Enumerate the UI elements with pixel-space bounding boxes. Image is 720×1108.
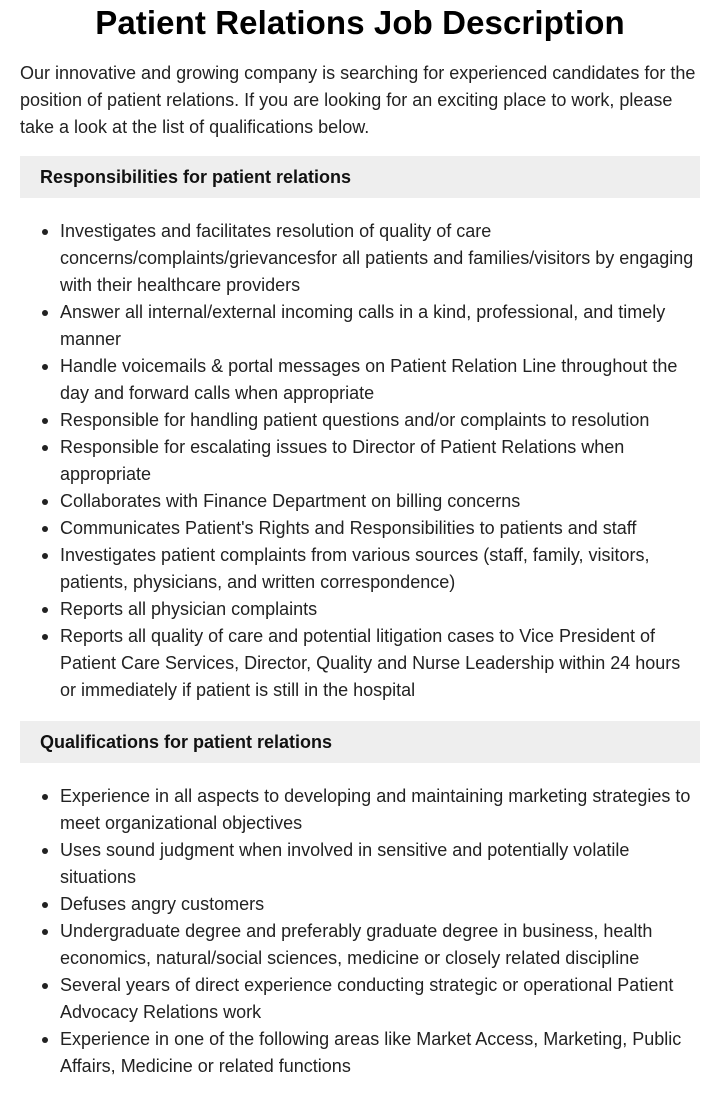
bullet-icon (42, 634, 48, 640)
list-item (60, 434, 700, 488)
responsibilities-list (20, 218, 700, 704)
list-item (60, 623, 700, 704)
bullet-icon (42, 526, 48, 532)
bullet-icon (42, 364, 48, 370)
list-item (60, 891, 700, 918)
list-item-text: Investigates and facilitates resolution of quality of care concerns/complaints/grievancesfor all patients and families/visitors by engaging with their healthcare providers (60, 221, 694, 295)
list-item-text: Defuses angry customers (60, 894, 265, 914)
list-item-text: Investigates patient complaints from various sources (staff, family, visitors, patients, physicians, and written correspondence) (60, 545, 650, 592)
list-item (60, 783, 700, 837)
bullet-icon (42, 607, 48, 613)
list-item (60, 918, 700, 972)
bullet-icon (42, 794, 48, 800)
list-item-text: Collaborates with Finance Department on billing concerns (60, 491, 521, 511)
list-item-text: Answer all internal/external incoming calls in a kind, professional, and timely manner (60, 302, 666, 349)
list-item (60, 488, 700, 515)
bullet-icon (42, 229, 48, 235)
responsibilities-heading: Responsibilities for patient relations (20, 156, 700, 198)
list-item-text: Uses sound judgment when involved in sensitive and potentially volatile situations (60, 840, 630, 887)
list-item-text: Reports all physician complaints (60, 599, 318, 619)
list-item-text: Responsible for escalating issues to Director of Patient Relations when appropriate (60, 437, 625, 484)
list-item (60, 515, 700, 542)
list-item-text: Experience in one of the following areas like Market Access, Marketing, Public Affairs, Medicine or related functions (60, 1029, 682, 1076)
bullet-icon (42, 848, 48, 854)
bullet-icon (42, 310, 48, 316)
list-item-text: Responsible for handling patient questions and/or complaints to resolution (60, 410, 650, 430)
list-item (60, 837, 700, 891)
bullet-icon (42, 553, 48, 559)
qualifications-list (20, 783, 700, 1080)
list-item (60, 596, 700, 623)
bullet-icon (42, 983, 48, 989)
bullet-icon (42, 902, 48, 908)
bullet-icon (42, 1037, 48, 1043)
list-item-text: Reports all quality of care and potential litigation cases to Vice President of Patient Care Services, Director, Quality and Nurse Leadership within 24 hours or immediately if patient is still in the hospital (60, 626, 681, 700)
list-item-text: Several years of direct experience conducting strategic or operational Patient Advocacy Relations work (60, 975, 674, 1022)
list-item-text: Experience in all aspects to developing and maintaining marketing strategies to meet organizational objectives (60, 786, 691, 833)
list-item (60, 353, 700, 407)
bullet-icon (42, 929, 48, 935)
page-title: Patient Relations Job Description (95, 4, 625, 41)
intro-paragraph: Our innovative and growing company is searching for experienced candidates for the position of patient relations. If you are looking for an exciting place to work, please take a look at the list of qualifications below. (20, 63, 696, 137)
qualifications-heading: Qualifications for patient relations (20, 721, 700, 763)
list-item (60, 407, 700, 434)
list-item-text: Undergraduate degree and preferably graduate degree in business, health economics, natural/social sciences, medicine or closely related discipline (60, 921, 653, 968)
bullet-icon (42, 499, 48, 505)
list-item (60, 218, 700, 299)
list-item (60, 1026, 700, 1080)
list-item (60, 299, 700, 353)
list-item-text: Communicates Patient's Rights and Responsibilities to patients and staff (60, 518, 637, 538)
bullet-icon (42, 445, 48, 451)
list-item-text: Handle voicemails & portal messages on Patient Relation Line throughout the day and forward calls when appropriate (60, 356, 678, 403)
list-item (60, 542, 700, 596)
bullet-icon (42, 418, 48, 424)
list-item (60, 972, 700, 1026)
